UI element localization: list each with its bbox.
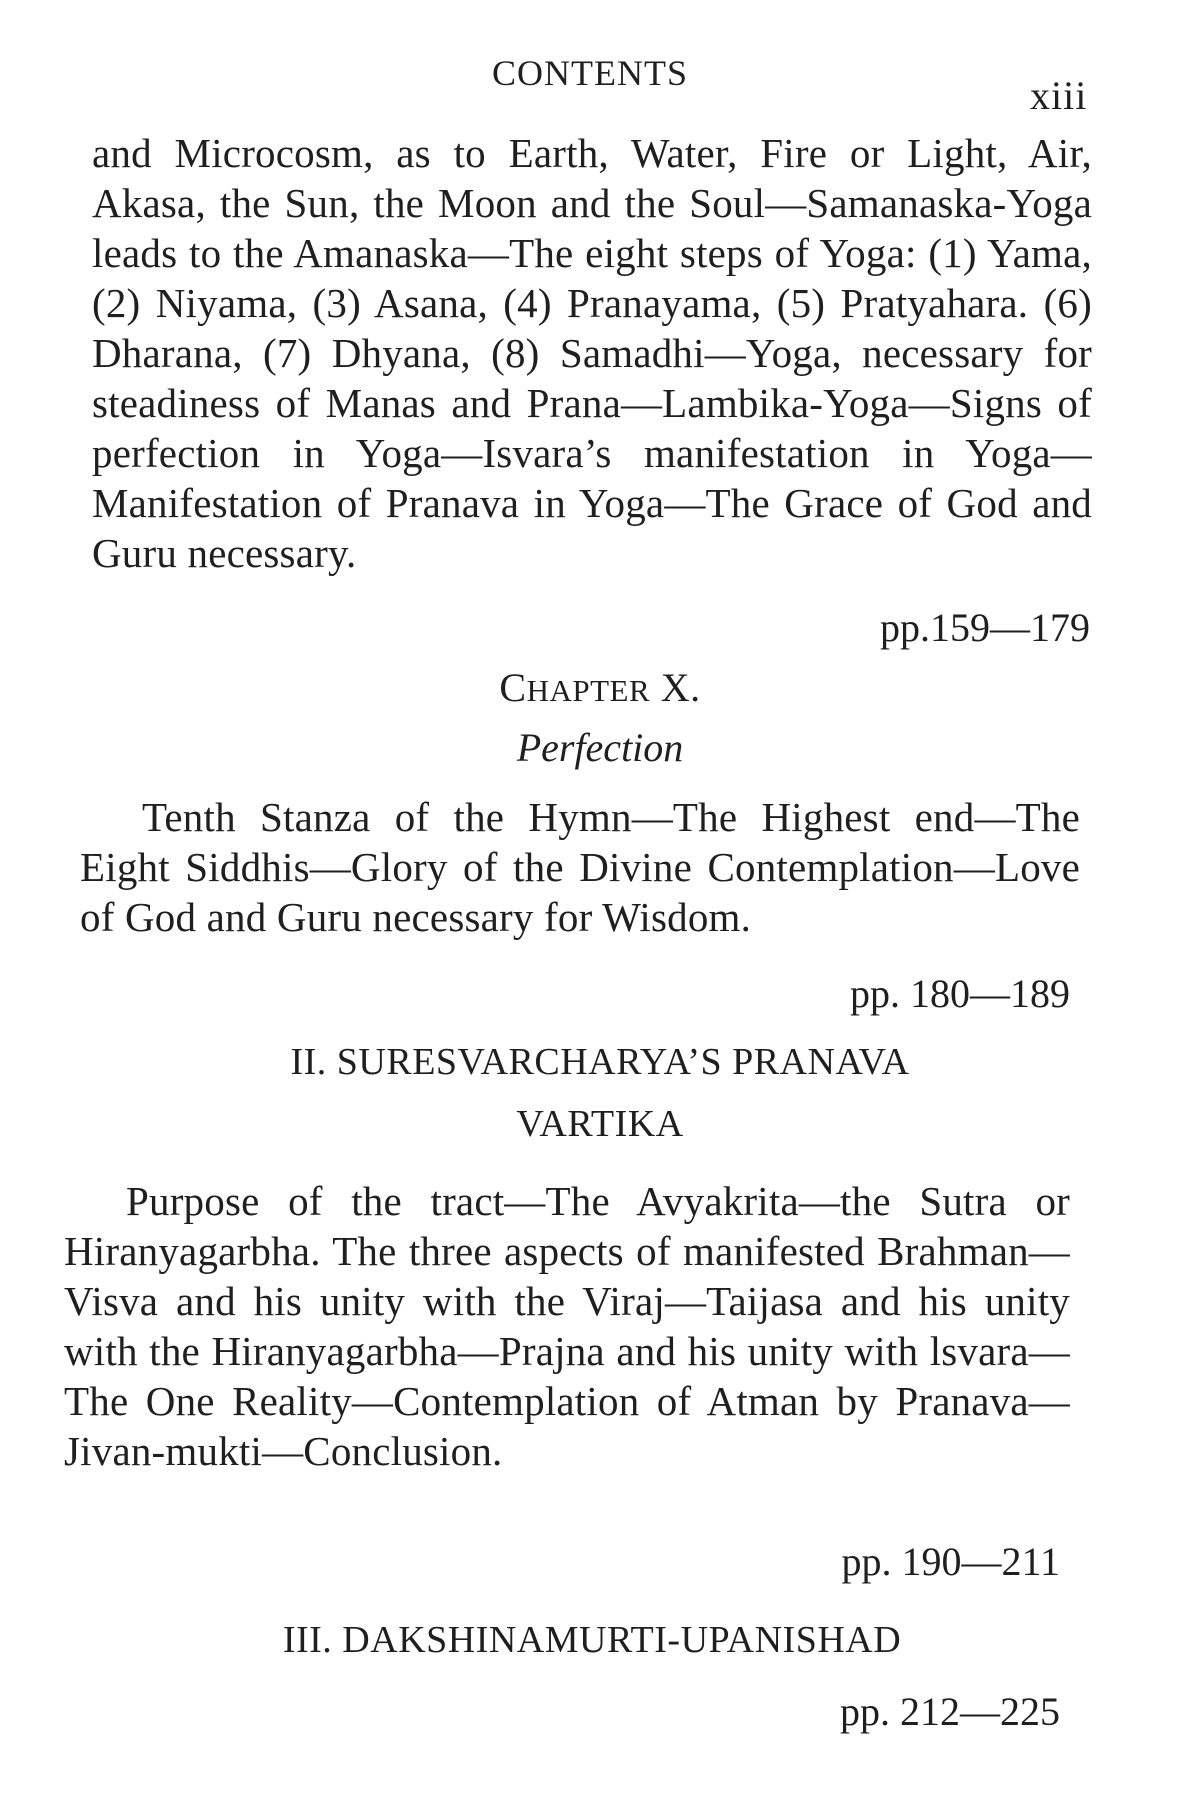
section-ii-summary: Purpose of the tract—The Avyakrita—the Sutra or Hiranyagarbha. The three aspects of manifested Brahman—Visva and his unity with the Viraj—Taijasa and his unity with the Hiranyagarbha—Prajna and his unity with lsvara—The One Reality—Contemplation of Atman by Pranava— Jivan-mukti—Conclusion. <box>64 1178 1070 1474</box>
section-iii-heading: III. DAKSHINAMURTI-UPANISHAD <box>282 1619 902 1661</box>
chapter-label-smallcaps: HAPTER <box>526 673 651 708</box>
chapter-ix-page-range: pp.159—179 <box>880 605 1090 650</box>
running-header: CONTENTS <box>492 53 688 93</box>
page-number: xiii <box>1030 73 1088 118</box>
chapter-x-summary: Tenth Stanza of the Hymn—The Highest end—The Eight Siddhis—Glory of the Divine Contemplation—Love of God and Guru necessary for Wisdom. <box>80 794 1080 940</box>
chapter-label-initial: C <box>499 665 527 710</box>
chapter-x-heading <box>0 664 1200 711</box>
section-iii-page-range: pp. 212—225 <box>840 1689 1060 1734</box>
chapter-ix-summary-continued: and Microcosm, as to Earth, Water, Fire or Light, Air, Akasa, the Sun, the Moon and the Soul—Samanaska-Yoga leads to the Amanaska—The eight steps of Yoga: (1) Yama, (2) Niyama, (3) Asana, (4) Pranayama, (5) Pratyahara. (6) Dharana, (7) Dhyana, (8) Samadhi—Yoga, necessary for steadiness of Manas and Prana—Lambika-Yoga—Signs of perfection in Yoga—Isvara’s manifestation in Yoga—Manifestation of Pranava in Yoga—The Grace of God and Guru necessary. <box>92 130 1092 576</box>
section-ii-heading-line1: II. SURESVARCHARYA’S PRANAVA <box>290 1041 910 1083</box>
section-ii-page-range: pp. 190—211 <box>841 1539 1060 1584</box>
chapter-x-title: Perfection <box>516 725 684 770</box>
chapter-label-number: X. <box>650 665 701 710</box>
chapter-x-page-range: pp. 180—189 <box>850 971 1070 1016</box>
section-ii-heading-line2: VARTIKA <box>516 1103 684 1145</box>
